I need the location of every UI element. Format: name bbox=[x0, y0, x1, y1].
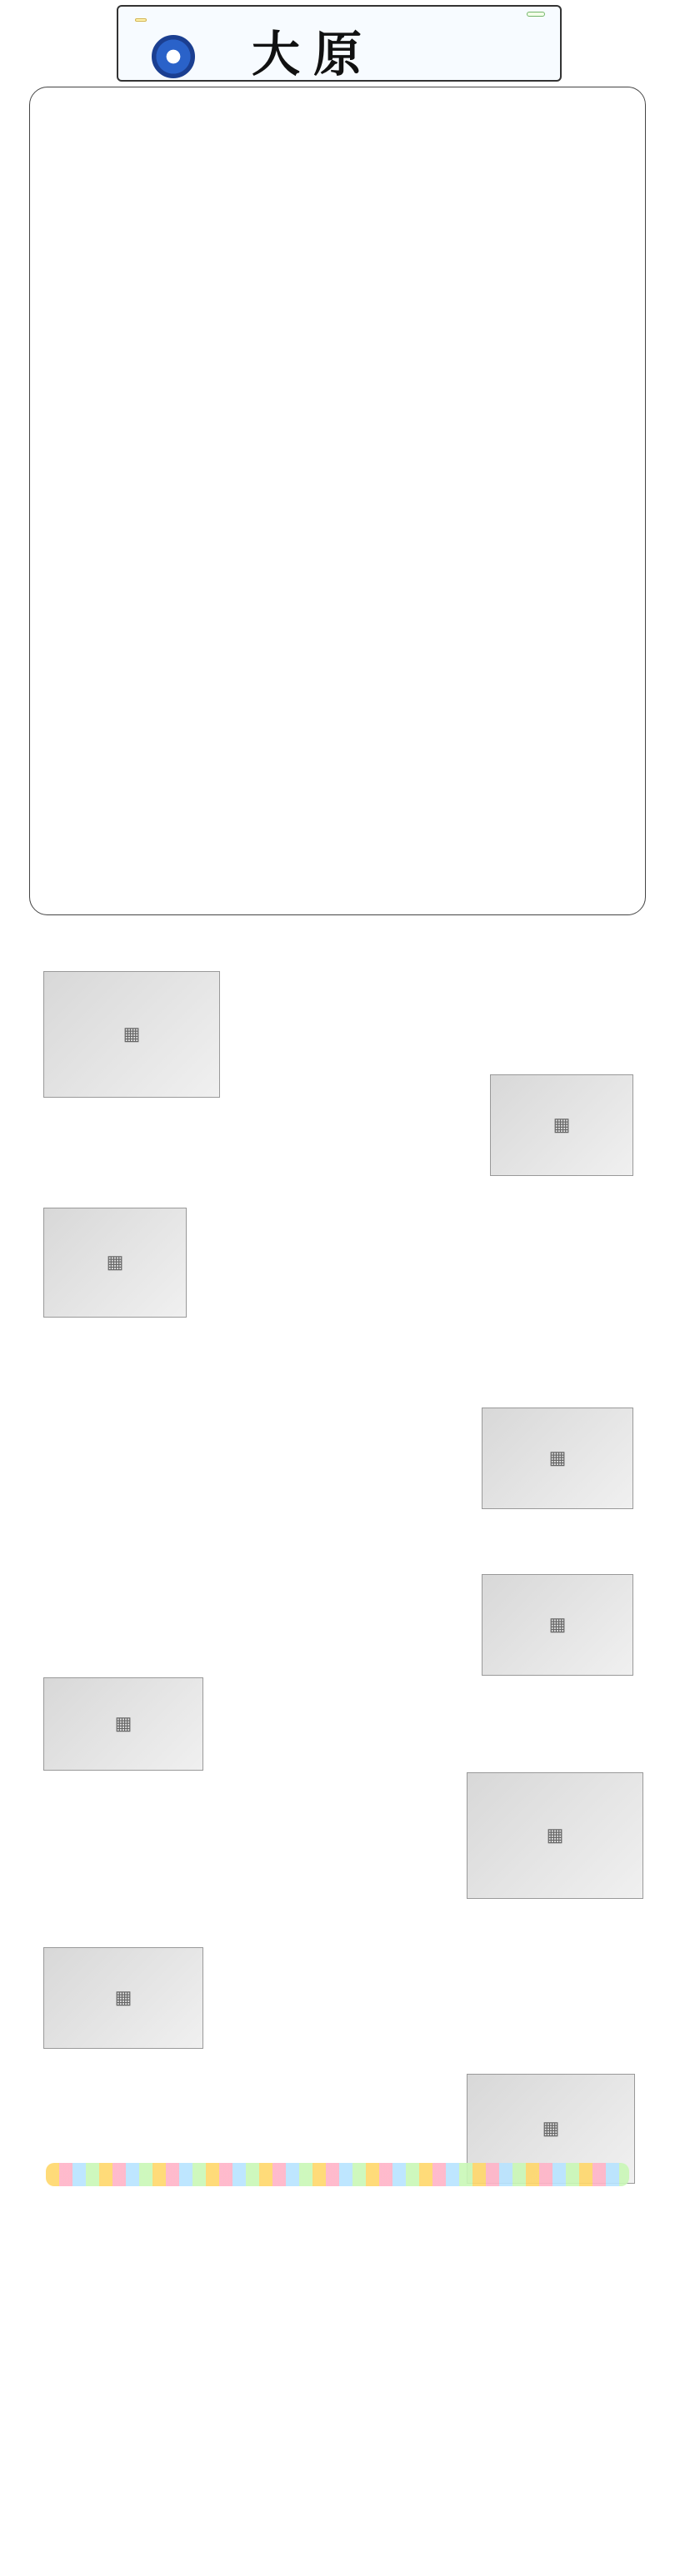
header-left bbox=[127, 13, 227, 73]
trip-photo-2 bbox=[43, 1947, 203, 2049]
newsletter-header bbox=[117, 5, 562, 82]
section-research bbox=[33, 1546, 642, 1552]
photo-placeholder-icon: ▦ bbox=[546, 1825, 564, 1846]
masthead-title: 大原 bbox=[252, 26, 376, 82]
photo-placeholder-icon: ▦ bbox=[114, 1987, 132, 2009]
photo-placeholder-icon: ▦ bbox=[552, 1114, 571, 1136]
photo-placeholder-icon: ▦ bbox=[122, 1024, 141, 1045]
ohara-proposal-photo-1 bbox=[43, 1208, 187, 1318]
ohara-proposal-photo-2 bbox=[482, 1408, 633, 1509]
section-exhibition bbox=[33, 2410, 642, 2417]
principal-message-box bbox=[29, 87, 646, 915]
decorative-divider bbox=[46, 2163, 629, 2186]
header-subtitle bbox=[135, 18, 147, 22]
issue-month-badge bbox=[527, 12, 545, 17]
research-photo-1 bbox=[482, 1574, 633, 1676]
photo-placeholder-icon: ▦ bbox=[542, 2118, 560, 2140]
research-photo-2 bbox=[43, 1677, 203, 1771]
school-emblem-icon bbox=[152, 35, 195, 78]
section-marathon bbox=[33, 2195, 642, 2202]
trip-photo-1 bbox=[467, 1772, 643, 1899]
harvest-photo-1 bbox=[43, 971, 220, 1098]
photo-placeholder-icon: ▦ bbox=[548, 1614, 567, 1636]
photo-placeholder-icon: ▦ bbox=[106, 1252, 124, 1273]
harvest-photo-2 bbox=[490, 1074, 633, 1176]
photo-placeholder-icon: ▦ bbox=[548, 1447, 567, 1469]
section-harvest bbox=[33, 923, 642, 929]
photo-placeholder-icon: ▦ bbox=[114, 1713, 132, 1735]
section-ohara-proposal bbox=[33, 1181, 642, 1188]
